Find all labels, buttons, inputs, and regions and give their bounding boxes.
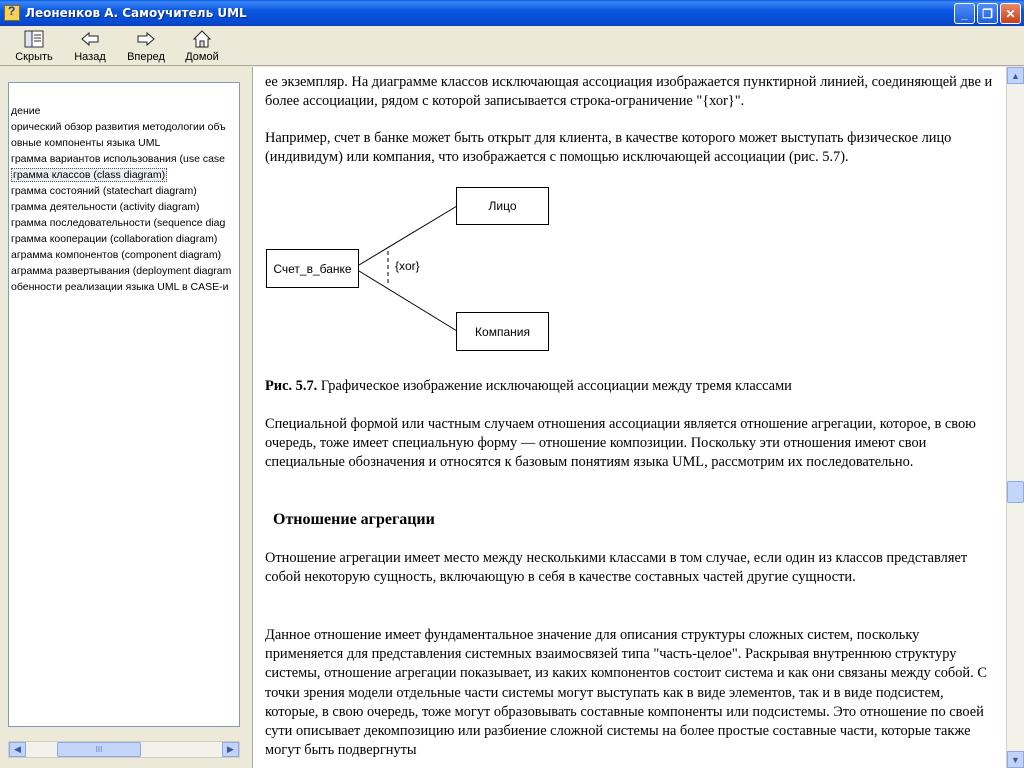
contents-tree[interactable]	[8, 82, 240, 727]
toc-item-label: орический обзор развития методологии объ	[11, 121, 226, 133]
back-label: Назад	[74, 51, 106, 63]
toc-item-label: грамма последовательности (sequence diag	[11, 217, 226, 229]
toc-item[interactable]	[9, 263, 239, 279]
paragraph: ее экземпляр. На диаграмме классов исключающая ассоциация изображается пунктирной линией, соединяющей две и более ассоциации, рядом с которой записывается строка-ограничение "{хоr}".	[265, 74, 993, 110]
toc-item[interactable]	[9, 103, 239, 119]
horizontal-scrollbar[interactable]	[8, 741, 240, 758]
toc-item[interactable]	[9, 231, 239, 247]
toc-item[interactable]	[9, 151, 239, 167]
paragraph: Например, счет в банке может быть открыт для клиента, в качестве которого может выступать физическое лицо (индивидум) или компания, что изображается с помощью исключающей ассоциации (рис. 5.7).	[265, 130, 952, 166]
help-book-icon	[4, 5, 20, 21]
back-arrow-icon	[80, 29, 100, 49]
title-bar	[0, 0, 1024, 26]
xor-constraint: {xor}	[395, 259, 420, 273]
forward-arrow-icon	[136, 29, 156, 49]
hide-label: Скрыть	[15, 51, 53, 63]
vertical-scroll-thumb[interactable]	[1007, 481, 1024, 503]
toc-item-label: аграмма компонентов (component diagram)	[11, 249, 222, 261]
toc-item-label: дение	[11, 105, 41, 117]
forward-label: Вперед	[127, 51, 165, 63]
close-button[interactable]: ✕	[1000, 3, 1021, 24]
minimize-button[interactable]: _	[954, 3, 975, 24]
hide-icon	[24, 29, 44, 49]
paragraph: Специальной формой или частным случаем отношения ассоциации является отношение агрегации, которое, в свою очередь, тоже имеет специальную форму — отношение композиции. Поскольку эти отношения имеют свои специальные обозначения и относятся к базовым понятиям языка UML, рассмотрим их последовательно.	[265, 416, 976, 471]
class-box-company: Компания	[456, 312, 549, 351]
caption-label: Рис. 5.7.	[265, 378, 318, 394]
scroll-up-icon[interactable]: ▲	[1007, 67, 1024, 84]
scroll-right-icon[interactable]: ▶	[222, 742, 239, 757]
toolbar	[0, 26, 1024, 66]
class-box-account: Счет_в_банке	[266, 249, 359, 288]
toc-item-label: грамма кооперации (collaboration diagram)	[11, 233, 218, 245]
vertical-scrollbar[interactable]	[1006, 67, 1024, 768]
uml-diagram	[265, 185, 565, 355]
toc-item[interactable]	[9, 167, 239, 183]
back-button[interactable]	[62, 26, 118, 66]
scroll-down-icon[interactable]: ▼	[1007, 751, 1024, 768]
figure-caption	[265, 377, 995, 396]
toc-item[interactable]	[9, 279, 239, 295]
home-icon	[192, 29, 212, 49]
toc-item-label: грамма деятельности (activity diagram)	[11, 201, 200, 213]
toc-item-label: овные компоненты языка UML	[11, 137, 161, 149]
section-heading: Отношение агрегации	[273, 511, 435, 528]
toc-item-label: грамма вариантов использования (use case	[11, 153, 226, 165]
scroll-thumb[interactable]: III	[57, 742, 141, 757]
toc-item-label: грамма состояний (statechart diagram)	[11, 185, 197, 197]
navigation-pane	[0, 67, 246, 768]
toc-item[interactable]	[9, 199, 239, 215]
paragraph: Отношение агрегации имеет место между несколькими классами в том случае, если один из классов представляет собой некоторую сущность, включающую в себя в качестве составных частей другие сущности.	[265, 550, 968, 586]
window-title: Леоненков А. Самоучитель UML	[25, 6, 247, 20]
toc-item[interactable]	[9, 247, 239, 263]
class-box-person: Лицо	[456, 187, 549, 225]
forward-button[interactable]	[118, 26, 174, 66]
hide-button[interactable]	[6, 26, 62, 66]
scroll-left-icon[interactable]: ◀	[9, 742, 26, 757]
toc-item-label: грамма классов (class diagram)	[13, 169, 166, 181]
paragraph: Данное отношение имеет фундаментальное значение для описания структуры сложных систем, поскольку применяется для представления системных взаимосвязей типа "часть-целое". Раскрывая внутреннюю структуру системы, отношение агрегации показывает, из каких компонентов состоит система и как они связаны между собой. С точки зрения модели отдельные части системы могут выступать как в виде элементов, так и в виде подсистем, которые, в свою очередь, тоже могут образовывать составные компоненты или подсистемы. Это отношение по своей сути описывает декомпозицию или разбиение сложной системы на более простые составные части, которые также могут быть подвергнуты	[265, 627, 987, 759]
home-label: Домой	[185, 51, 219, 63]
home-button[interactable]	[174, 26, 230, 66]
toc-item-label: аграмма развертывания (deployment diagram	[11, 265, 232, 277]
topic-content	[252, 67, 1006, 768]
toc-item[interactable]	[9, 183, 239, 199]
toc-item-label: обенности реализации языка UML в CASE-и	[11, 281, 229, 293]
toc-item[interactable]	[9, 119, 239, 135]
toc-item[interactable]	[9, 135, 239, 151]
caption-text: Графическое изображение исключающей ассоциации между тремя классами	[317, 378, 792, 394]
maximize-button[interactable]: ❐	[977, 3, 998, 24]
toc-item[interactable]	[9, 215, 239, 231]
